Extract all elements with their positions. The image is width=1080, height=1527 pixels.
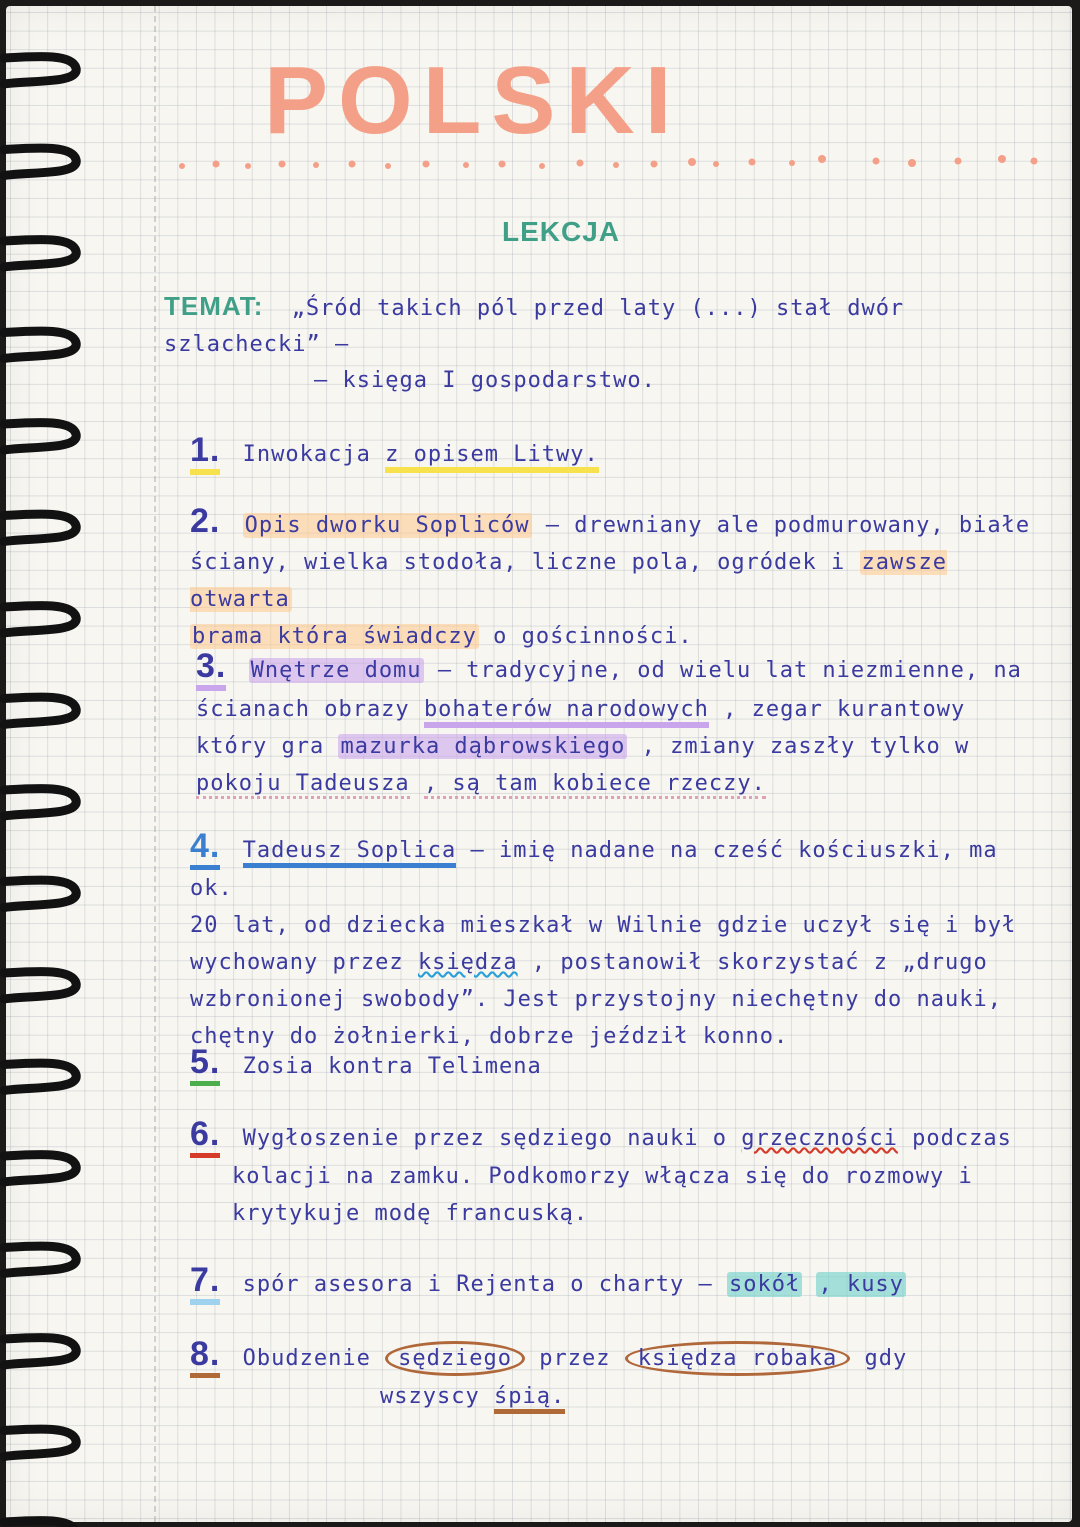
- spiral-coil: [4, 789, 76, 816]
- item-number: 6.: [190, 1116, 220, 1158]
- item-number: 4.: [190, 828, 220, 870]
- item-text-circled: sędziego: [385, 1341, 525, 1376]
- item-text: gdy: [864, 1346, 908, 1371]
- lesson-heading: LEKCJA: [502, 216, 621, 247]
- note-item-4: [190, 828, 1050, 1055]
- item-text-highlight: z opisem Litwy.: [385, 442, 599, 473]
- item-text-highlight: Opis dworku Sopliców: [244, 513, 530, 538]
- item-text: Wygłoszenie przez sędziego nauki o: [242, 1126, 727, 1151]
- item-text: –: [698, 1272, 727, 1297]
- item-text: – tradycyjne, od wielu lat niezmienne, na: [437, 658, 1022, 683]
- item-number: 8.: [190, 1336, 220, 1378]
- item-number: 5.: [190, 1044, 220, 1086]
- spiral-coil: [4, 240, 76, 267]
- item-text-highlight: Tadeusz Soplica: [243, 838, 457, 868]
- note-item-1: [190, 432, 1050, 475]
- margin-line: [154, 6, 156, 1522]
- item-text: o gościnności.: [493, 624, 693, 649]
- spiral-coil: [4, 57, 76, 84]
- item-text-highlight: brama która świadczy: [192, 624, 477, 649]
- spiral-coil: [4, 331, 76, 358]
- item-number: 2.: [190, 502, 221, 540]
- note-item-5: [190, 1044, 1050, 1086]
- item-text: wychowany przez: [190, 950, 404, 975]
- item-text-highlight: , kusy: [818, 1272, 904, 1297]
- item-number: 7.: [190, 1262, 220, 1305]
- item-text: który gra: [196, 734, 325, 759]
- item-text-highlight: zawsze otwarta: [190, 550, 948, 612]
- spiral-binding: [0, 0, 90, 1527]
- spiral-coil: [4, 697, 76, 724]
- spiral-coil: [4, 1063, 76, 1090]
- notebook-page: [6, 6, 1072, 1522]
- item-text: wszyscy: [380, 1384, 480, 1409]
- topic-block: [164, 288, 1044, 399]
- spiral-coil: [4, 1338, 76, 1365]
- item-text: podczas: [912, 1126, 1012, 1151]
- spiral-coil: [4, 1155, 76, 1182]
- dotted-divider: [176, 154, 1056, 174]
- spiral-coil: [4, 880, 76, 907]
- item-number: 3.: [196, 648, 226, 691]
- item-text: ścianach obrazy: [196, 697, 410, 722]
- item-text: krytykuje modę francuską.: [232, 1201, 589, 1226]
- note-item-6: [190, 1116, 1050, 1232]
- topic-label: TEMAT:: [164, 291, 264, 321]
- topic-line-1: „Śród takich pól przed laty (...) stał dwór szlachecki” –: [164, 296, 905, 357]
- note-item-8: [190, 1336, 1050, 1415]
- item-text: Obudzenie: [242, 1346, 371, 1371]
- spiral-coil: [4, 1246, 76, 1273]
- spiral-coil: [4, 1521, 76, 1527]
- item-text: spór asesora i Rejenta o charty: [242, 1272, 685, 1297]
- item-text: , zegar kurantowy: [723, 697, 966, 722]
- item-text: 20 lat, od dziecka mieszkał w Wilnie gdzie uczył się i był: [190, 913, 1017, 938]
- spiral-coil: [4, 148, 76, 175]
- item-text: Zosia kontra Telimena: [242, 1054, 542, 1079]
- item-number: 1.: [190, 432, 220, 475]
- spiral-coil: [4, 1429, 76, 1456]
- spiral-coil: [4, 606, 76, 633]
- item-text: chętny do żołnierki, dobrze jeździł konno.: [190, 1024, 789, 1049]
- item-text-highlight: śpią.: [494, 1384, 565, 1414]
- item-text: , postanowił skorzystać z „drugo: [531, 950, 988, 975]
- item-text: , zmiany zaszły tylko w: [641, 734, 970, 759]
- item-text-highlight: Wnętrze domu: [250, 658, 422, 683]
- item-text: kolacji na zamku. Podkomorzy włącza się do rozmowy i: [232, 1164, 973, 1189]
- topic-line-2: – księga I gospodarstwo.: [314, 368, 656, 393]
- item-text: Inwokacja: [242, 442, 371, 467]
- spiral-coil: [4, 972, 76, 999]
- spiral-coil: [4, 423, 76, 450]
- item-text: – imię nadane na cześć kościuszki, ma ok.: [190, 838, 998, 901]
- note-item-3: [196, 648, 1056, 802]
- item-text-highlight: mazurka dąbrowskiego: [340, 734, 626, 759]
- item-text: wzbronionej swobody”. Jest przystojny niechętny do nauki,: [190, 987, 1002, 1012]
- spiral-coil: [4, 514, 76, 541]
- item-text-highlight: księdza: [417, 950, 518, 975]
- item-text: , są tam kobiece rzeczy.: [424, 771, 766, 799]
- item-text-highlight: sokół: [728, 1272, 801, 1297]
- note-item-7: [190, 1262, 1050, 1305]
- item-text: ściany, wielka stodoła, liczne pola, ogródek i: [190, 550, 846, 575]
- item-text-circled: księdza robaka: [625, 1341, 850, 1376]
- item-text-highlight: grzeczności: [741, 1126, 898, 1151]
- item-text: przez: [539, 1346, 611, 1371]
- note-item-2: [190, 503, 1050, 655]
- item-text-highlight: pokoju Tadeusza: [196, 771, 410, 799]
- item-text-highlight: bohaterów narodowych: [424, 697, 709, 728]
- page-title: POLSKI: [264, 47, 682, 154]
- item-text: – drewniany ale podmurowany, białe: [545, 513, 1031, 538]
